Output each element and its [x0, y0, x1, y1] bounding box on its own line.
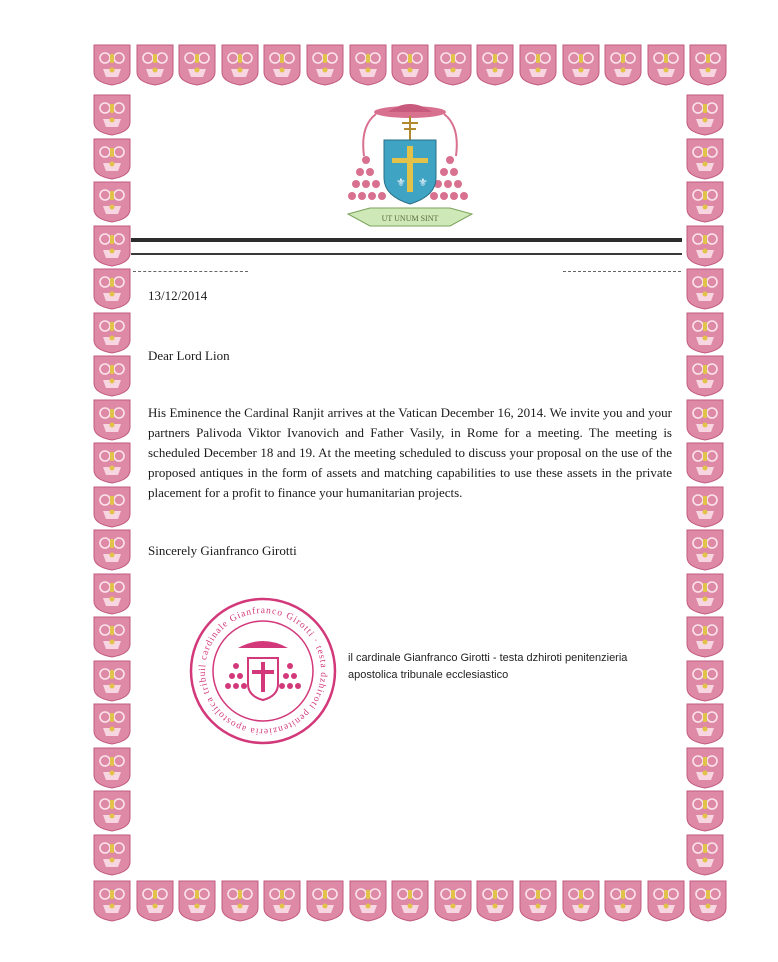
border-tile-left — [93, 660, 131, 702]
border-tile-left — [93, 790, 131, 832]
border-tile-top — [519, 44, 557, 86]
border-tile-left — [93, 225, 131, 267]
border-tile-right — [686, 790, 724, 832]
border-tile-bottom — [476, 880, 514, 922]
letter-date: 13/12/2014 — [148, 288, 208, 303]
border-tile-top — [434, 44, 472, 86]
border-tile-bottom — [221, 880, 259, 922]
border-tile-right — [686, 138, 724, 180]
border-tile-bottom — [562, 880, 600, 922]
border-tile-left — [93, 268, 131, 310]
stamp-ring-text: il cardinale Gianfranco Girotti · testa dzhiroti penitenzieria apostolica tribu — [197, 605, 329, 737]
salutation: Dear Lord Lion — [148, 348, 230, 363]
official-stamp — [188, 596, 338, 746]
border-tile-right — [686, 834, 724, 876]
border-tile-top — [476, 44, 514, 86]
border-tile-right — [686, 747, 724, 789]
header-rule-thin — [131, 253, 682, 255]
border-tile-right — [686, 529, 724, 571]
border-tile-bottom — [391, 880, 429, 922]
border-tile-right — [686, 225, 724, 267]
crest-motto: UT UNUM SINT — [381, 214, 439, 223]
border-tile-top — [178, 44, 216, 86]
border-tile-top — [647, 44, 685, 86]
border-tile-bottom — [689, 880, 727, 922]
border-tile-bottom — [93, 880, 131, 922]
border-tile-right — [686, 399, 724, 441]
svg-text:il cardinale Gianfranco Girott — [188, 596, 328, 736]
border-tile-top — [263, 44, 301, 86]
stamp-caption — [348, 650, 638, 684]
border-tile-right — [686, 181, 724, 223]
border-tile-bottom — [604, 880, 642, 922]
border-tile-top — [221, 44, 259, 86]
header-rule — [131, 238, 682, 242]
border-tile-right — [686, 312, 724, 354]
border-tile-top — [93, 44, 131, 86]
cardinal-coat-of-arms — [340, 96, 480, 236]
border-tile-left — [93, 486, 131, 528]
border-tile-right — [686, 442, 724, 484]
border-tile-top — [562, 44, 600, 86]
sign-off: Sincerely Gianfranco Girotti — [148, 543, 297, 558]
border-tile-left — [93, 181, 131, 223]
border-tile-left — [93, 834, 131, 876]
svg-text:⚜: ⚜ — [396, 176, 406, 189]
border-tile-bottom — [434, 880, 472, 922]
border-tile-top — [689, 44, 727, 86]
border-tile-left — [93, 529, 131, 571]
border-tile-left — [93, 355, 131, 397]
dashed-separator-left — [133, 271, 248, 272]
border-tile-top — [136, 44, 174, 86]
border-tile-bottom — [647, 880, 685, 922]
border-tile-left — [93, 442, 131, 484]
stamp-caption-line-1: il cardinale Gianfranco Girotti - testa dzhiroti penitenzieria — [348, 652, 628, 664]
dashed-separator-right — [563, 271, 681, 272]
svg-text:⚜: ⚜ — [418, 176, 428, 189]
border-tile-left — [93, 138, 131, 180]
border-tile-left — [93, 399, 131, 441]
letter-body: His Eminence the Cardinal Ranjit arrives at the Vatican December 16, 2014. We invite you and your partners Palivoda Viktor Ivanovich and Father Vasily, in Rome for a meeting. The meeting is scheduled December 18 and 19. At the meeting scheduled to discuss your proposal on the use of the proposed antiques in the form of assets and matching capabilities to use these assets in the private placement for a profit to finance your humanitarian projects. — [148, 405, 672, 500]
border-tile-left — [93, 703, 131, 745]
border-tile-right — [686, 616, 724, 658]
border-tile-bottom — [349, 880, 387, 922]
border-tile-right — [686, 573, 724, 615]
border-tile-top — [349, 44, 387, 86]
border-tile-left — [93, 94, 131, 136]
border-tile-right — [686, 355, 724, 397]
border-tile-right — [686, 94, 724, 136]
border-tile-bottom — [178, 880, 216, 922]
border-tile-right — [686, 268, 724, 310]
border-tile-left — [93, 616, 131, 658]
border-tile-bottom — [519, 880, 557, 922]
border-tile-left — [93, 747, 131, 789]
border-tile-top — [604, 44, 642, 86]
border-tile-left — [93, 312, 131, 354]
border-tile-left — [93, 573, 131, 615]
border-tile-bottom — [136, 880, 174, 922]
border-tile-bottom — [263, 880, 301, 922]
border-tile-bottom — [306, 880, 344, 922]
border-tile-right — [686, 486, 724, 528]
stamp-caption-line-2: apostolica tribunale ecclesiastico — [348, 669, 509, 681]
border-tile-top — [391, 44, 429, 86]
border-tile-top — [306, 44, 344, 86]
border-tile-right — [686, 660, 724, 702]
border-tile-right — [686, 703, 724, 745]
